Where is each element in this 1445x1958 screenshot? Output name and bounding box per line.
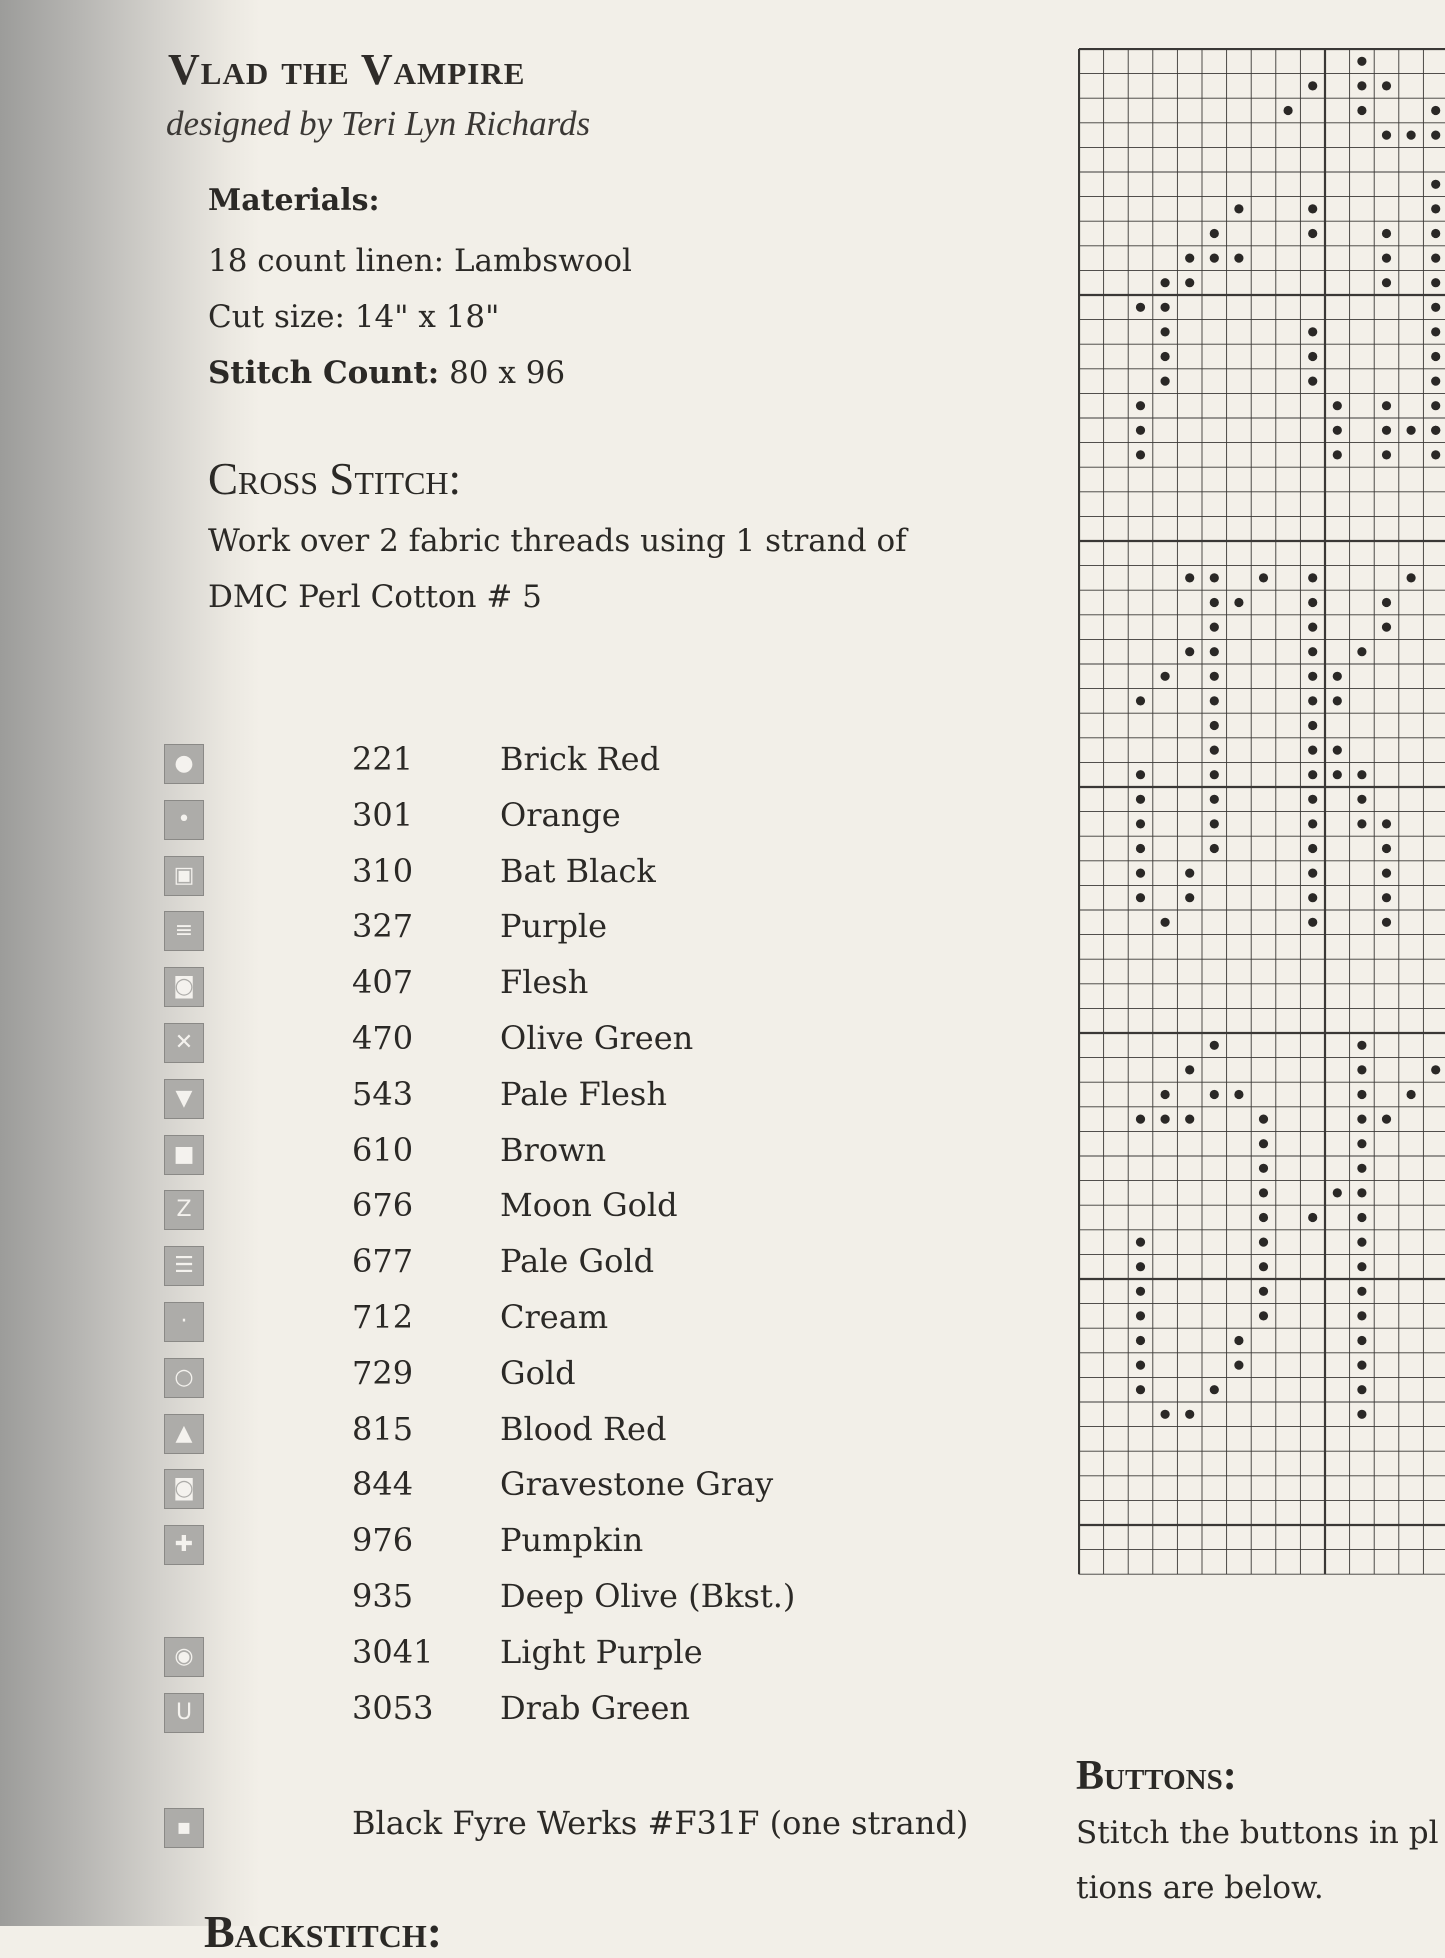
dmc-number: 729 (352, 1353, 414, 1392)
stitch-dot (1161, 278, 1170, 287)
stitch-dot (1210, 1041, 1219, 1050)
key-row (0, 1633, 900, 1677)
stitch-dot (1136, 1336, 1145, 1345)
stitch-dot (1308, 672, 1317, 681)
stitch-dot (1161, 1115, 1170, 1124)
materials-cut-size: Cut size: 14" x 18" (208, 299, 500, 335)
stitch-dot (1431, 401, 1440, 410)
buttons-heading: Buttons: (1076, 1753, 1237, 1799)
stitch-dot (1259, 1311, 1268, 1320)
dmc-number: 301 (352, 795, 414, 834)
thread-symbol-icon: ✚ (164, 1525, 204, 1565)
dmc-number: 610 (352, 1130, 414, 1169)
stitch-dot (1357, 1336, 1366, 1345)
stitch-dot (1431, 229, 1440, 238)
dmc-number: 712 (352, 1298, 414, 1336)
stitch-dot (1382, 893, 1391, 902)
stitch-dot (1382, 401, 1391, 410)
thread-symbol-icon: ▼ (164, 1079, 204, 1119)
color-name: Pale Flesh (500, 1074, 667, 1113)
thread-symbol-icon: ◙ (164, 967, 204, 1007)
stitch-dot (1382, 598, 1391, 607)
color-name: Orange (500, 795, 621, 834)
stitch-dot (1210, 1090, 1219, 1099)
color-name: Deep Olive (Bkst.) (500, 1577, 796, 1615)
stitch-dot (1161, 303, 1170, 312)
stitch-dot (1136, 770, 1145, 779)
stitch-dot (1210, 1385, 1219, 1394)
color-name: Light Purple (500, 1632, 703, 1671)
stitch-dot (1234, 1090, 1243, 1099)
stitch-dot (1407, 1090, 1416, 1099)
stitch-dot (1308, 204, 1317, 213)
stitch-dot (1333, 1188, 1342, 1197)
stitch-dot (1161, 1410, 1170, 1419)
materials-stitch-count (208, 355, 565, 391)
key-row (0, 1354, 900, 1398)
stitch-dot (1357, 1213, 1366, 1222)
stitch-dot (1431, 131, 1440, 140)
stitch-dot (1382, 623, 1391, 632)
stitch-dot (1210, 795, 1219, 804)
dmc-number: 676 (352, 1186, 414, 1225)
stitch-dot (1185, 1115, 1194, 1124)
stitch-dot (1185, 647, 1194, 656)
color-name: Drab Green (500, 1688, 691, 1727)
stitch-dot (1210, 770, 1219, 779)
stitch-dot (1136, 893, 1145, 902)
color-name: Gravestone Gray (500, 1465, 774, 1504)
stitch-dot (1357, 106, 1366, 115)
stitch-dot (1210, 598, 1219, 607)
stitch-dot (1136, 819, 1145, 828)
key-row (0, 1577, 900, 1621)
stitch-dot (1333, 770, 1342, 779)
stitch-dot (1308, 598, 1317, 607)
thread-symbol-icon: ▪ (164, 1808, 204, 1848)
stitch-dot (1308, 327, 1317, 336)
stitch-dot (1259, 573, 1268, 582)
stitch-dot (1136, 450, 1145, 459)
stitch-dot (1185, 1065, 1194, 1074)
stitch-dot (1308, 623, 1317, 632)
backstitch-heading: Backstitch: (204, 1906, 443, 1957)
stitch-dot (1185, 278, 1194, 287)
stitch-dot (1234, 204, 1243, 213)
stitch-dot (1431, 426, 1440, 435)
color-name: Brown (500, 1130, 607, 1169)
stitch-dot (1308, 573, 1317, 582)
stitch-dot (1431, 254, 1440, 263)
stitch-dot (1308, 746, 1317, 755)
color-name: Bat Black (500, 851, 656, 890)
thread-symbol-icon: ◙ (164, 1469, 204, 1509)
stitch-dot (1308, 377, 1317, 386)
key-row (0, 852, 900, 896)
stitch-dot (1210, 254, 1219, 263)
key-row (0, 1689, 900, 1733)
stitch-dot (1357, 1164, 1366, 1173)
stitch-dot (1136, 844, 1145, 853)
color-name: Pumpkin (500, 1521, 644, 1560)
stitch-dot (1431, 204, 1440, 213)
stitch-dot (1259, 1213, 1268, 1222)
stitch-dot (1382, 254, 1391, 263)
stitch-dot (1431, 327, 1440, 336)
stitch-dot (1308, 844, 1317, 853)
dmc-number: 470 (352, 1019, 414, 1057)
stitch-dot (1210, 844, 1219, 853)
stitch-dot (1308, 770, 1317, 779)
stitch-dot (1136, 401, 1145, 410)
thread-symbol-icon: ▣ (164, 856, 204, 896)
stitch-dot (1185, 1410, 1194, 1419)
stitch-dot (1308, 81, 1317, 90)
designer-byline: designed by Teri Lyn Richards (166, 104, 591, 143)
key-row (0, 740, 900, 784)
thread-symbol-icon: ● (164, 744, 204, 784)
stitch-dot (1234, 1336, 1243, 1345)
color-name: Purple (500, 907, 608, 946)
stitch-dot (1259, 1287, 1268, 1296)
key-row (0, 907, 900, 951)
stitch-dot (1357, 1041, 1366, 1050)
stitch-dot (1234, 598, 1243, 607)
stitch-dot (1431, 377, 1440, 386)
stitch-dot (1357, 1262, 1366, 1271)
stitch-dot (1259, 1188, 1268, 1197)
thread-symbol-icon: ○ (164, 1358, 204, 1398)
stitch-dot (1136, 696, 1145, 705)
stitch-dot (1357, 1410, 1366, 1419)
extra-thread-label: Black Fyre Werks #F31F (one strand) (352, 1804, 969, 1842)
thread-symbol-icon: ◉ (164, 1637, 204, 1677)
stitch-dot (1185, 254, 1194, 263)
key-row (0, 1131, 900, 1175)
dmc-number: 327 (352, 907, 414, 946)
stitch-dot (1308, 893, 1317, 902)
color-name: Brick Red (500, 740, 661, 778)
pattern-title: Vlad the Vampire (168, 45, 526, 94)
stitch-dot (1161, 327, 1170, 336)
key-row (0, 796, 900, 840)
stitch-dot (1136, 1287, 1145, 1296)
stitch-dot (1357, 770, 1366, 779)
stitch-dot (1382, 450, 1391, 459)
stitch-dot (1185, 893, 1194, 902)
color-name: Olive Green (500, 1019, 694, 1057)
stitch-dot (1308, 696, 1317, 705)
key-row (0, 1242, 900, 1286)
color-name: Moon Gold (500, 1186, 678, 1225)
stitch-dot (1382, 229, 1391, 238)
cross-stitch-heading: Cross Stitch: (208, 454, 462, 504)
dmc-number: 310 (352, 851, 414, 890)
stitch-dot (1357, 1065, 1366, 1074)
color-name: Flesh (500, 963, 589, 1002)
stitch-dot (1431, 106, 1440, 115)
dmc-number: 844 (352, 1465, 414, 1504)
key-row (0, 1075, 900, 1119)
stitch-dot (1136, 1361, 1145, 1370)
stitch-dot (1234, 1361, 1243, 1370)
key-row (0, 1019, 900, 1063)
thread-symbol-icon: U (164, 1693, 204, 1733)
stitch-dot (1308, 795, 1317, 804)
stitch-dot (1382, 278, 1391, 287)
materials-heading: Materials: (208, 183, 380, 218)
stitch-dot (1210, 819, 1219, 828)
stitch-dot (1407, 426, 1416, 435)
thread-symbol-icon: ■ (164, 1135, 204, 1175)
stitch-dot (1357, 1311, 1366, 1320)
stitch-dot (1284, 106, 1293, 115)
buttons-instructions-1: Stitch the buttons in pl (1076, 1815, 1439, 1851)
stitch-dot (1333, 426, 1342, 435)
stitch-dot (1431, 450, 1440, 459)
key-row (0, 1410, 900, 1454)
stitch-dot (1382, 81, 1391, 90)
stitch-dot (1333, 401, 1342, 410)
key-row (0, 963, 900, 1007)
stitch-dot (1308, 918, 1317, 927)
cross-stitch-instructions-2: DMC Perl Cotton # 5 (208, 579, 542, 615)
stitch-dot (1136, 795, 1145, 804)
stitch-dot (1308, 721, 1317, 730)
stitch-dot (1259, 1238, 1268, 1247)
stitch-dot (1382, 844, 1391, 853)
stitch-dot (1382, 918, 1391, 927)
stitch-dot (1333, 450, 1342, 459)
dmc-number: 543 (352, 1074, 414, 1113)
dmc-number: 3041 (352, 1632, 434, 1671)
stitch-dot (1357, 81, 1366, 90)
thread-symbol-icon: ✕ (164, 1023, 204, 1063)
stitch-dot (1308, 1213, 1317, 1222)
stitch-count-value: 80 x 96 (449, 355, 566, 391)
stitch-dot (1136, 1385, 1145, 1394)
stitch-dot (1357, 1385, 1366, 1394)
stitch-dot (1357, 1361, 1366, 1370)
dmc-number: 407 (352, 963, 414, 1002)
dmc-number: 976 (352, 1521, 414, 1560)
stitch-dot (1259, 1164, 1268, 1173)
dmc-number: 935 (352, 1577, 414, 1615)
stitch-dot (1308, 869, 1317, 878)
stitch-dot (1210, 746, 1219, 755)
stitch-dot (1136, 1311, 1145, 1320)
stitch-dot (1357, 647, 1366, 656)
stitch-dot (1357, 1238, 1366, 1247)
stitch-dot (1382, 819, 1391, 828)
color-name: Cream (500, 1298, 609, 1336)
stitch-count-label: Stitch Count: (208, 355, 440, 391)
stitch-dot (1210, 229, 1219, 238)
buttons-instructions-2: tions are below. (1076, 1870, 1324, 1906)
stitch-dot (1308, 819, 1317, 828)
stitch-dot (1382, 1115, 1391, 1124)
key-row (0, 1186, 900, 1230)
cross-stitch-instructions-1: Work over 2 fabric threads using 1 strand of (208, 523, 907, 559)
stitch-dot (1210, 721, 1219, 730)
dmc-number: 3053 (352, 1688, 434, 1727)
stitch-dot (1357, 1188, 1366, 1197)
stitch-dot (1136, 303, 1145, 312)
stitch-dot (1210, 573, 1219, 582)
stitch-dot (1407, 131, 1416, 140)
stitch-dot (1210, 623, 1219, 632)
dmc-number: 221 (352, 740, 414, 778)
stitch-dot (1357, 1090, 1366, 1099)
stitch-dot (1357, 1115, 1366, 1124)
stitch-dot (1431, 352, 1440, 361)
thread-symbol-icon: ≡ (164, 911, 204, 951)
key-row (0, 1465, 900, 1509)
stitch-dot (1357, 1287, 1366, 1296)
stitch-dot (1259, 1115, 1268, 1124)
stitch-dot (1161, 352, 1170, 361)
stitch-dot (1259, 1139, 1268, 1148)
stitch-dot (1431, 278, 1440, 287)
stitch-dot (1357, 819, 1366, 828)
extra-thread-row (0, 1804, 1000, 1848)
stitch-dot (1136, 869, 1145, 878)
key-row (0, 1298, 900, 1342)
stitch-dot (1333, 746, 1342, 755)
stitch-dot (1333, 672, 1342, 681)
thread-symbol-icon: • (164, 800, 204, 840)
thread-symbol-icon: ▲ (164, 1414, 204, 1454)
stitch-dot (1308, 229, 1317, 238)
stitch-dot (1333, 696, 1342, 705)
stitch-dot (1431, 180, 1440, 189)
stitch-chart (1078, 48, 1445, 1575)
stitch-dot (1357, 1139, 1366, 1148)
stitch-dot (1259, 1262, 1268, 1271)
dmc-number: 815 (352, 1409, 414, 1448)
stitch-dot (1136, 1238, 1145, 1247)
color-name: Pale Gold (500, 1242, 655, 1281)
stitch-dot (1431, 303, 1440, 312)
stitch-dot (1210, 696, 1219, 705)
stitch-dot (1185, 869, 1194, 878)
thread-symbol-icon: · (164, 1302, 204, 1342)
color-name: Blood Red (500, 1409, 667, 1448)
stitch-dot (1382, 869, 1391, 878)
thread-symbol-icon: ☰ (164, 1246, 204, 1286)
stitch-dot (1382, 131, 1391, 140)
stitch-dot (1136, 1115, 1145, 1124)
stitch-dot (1357, 795, 1366, 804)
dmc-number: 677 (352, 1242, 414, 1281)
stitch-dot (1161, 1090, 1170, 1099)
stitch-dot (1161, 672, 1170, 681)
stitch-dot (1357, 57, 1366, 66)
color-name: Gold (500, 1353, 576, 1392)
key-row (0, 1521, 900, 1565)
stitch-dot (1210, 672, 1219, 681)
stitch-dot (1161, 377, 1170, 386)
stitch-dot (1136, 1262, 1145, 1271)
stitch-dot (1234, 254, 1243, 263)
stitch-dot (1308, 647, 1317, 656)
stitch-dot (1431, 1065, 1440, 1074)
materials-fabric: 18 count linen: Lambswool (208, 243, 632, 279)
stitch-dot (1407, 573, 1416, 582)
stitch-dot (1161, 918, 1170, 927)
stitch-dot (1185, 573, 1194, 582)
stitch-dot (1210, 647, 1219, 656)
thread-symbol-icon: Z (164, 1190, 204, 1230)
stitch-dot (1308, 352, 1317, 361)
stitch-dot (1382, 426, 1391, 435)
stitch-dot (1136, 426, 1145, 435)
